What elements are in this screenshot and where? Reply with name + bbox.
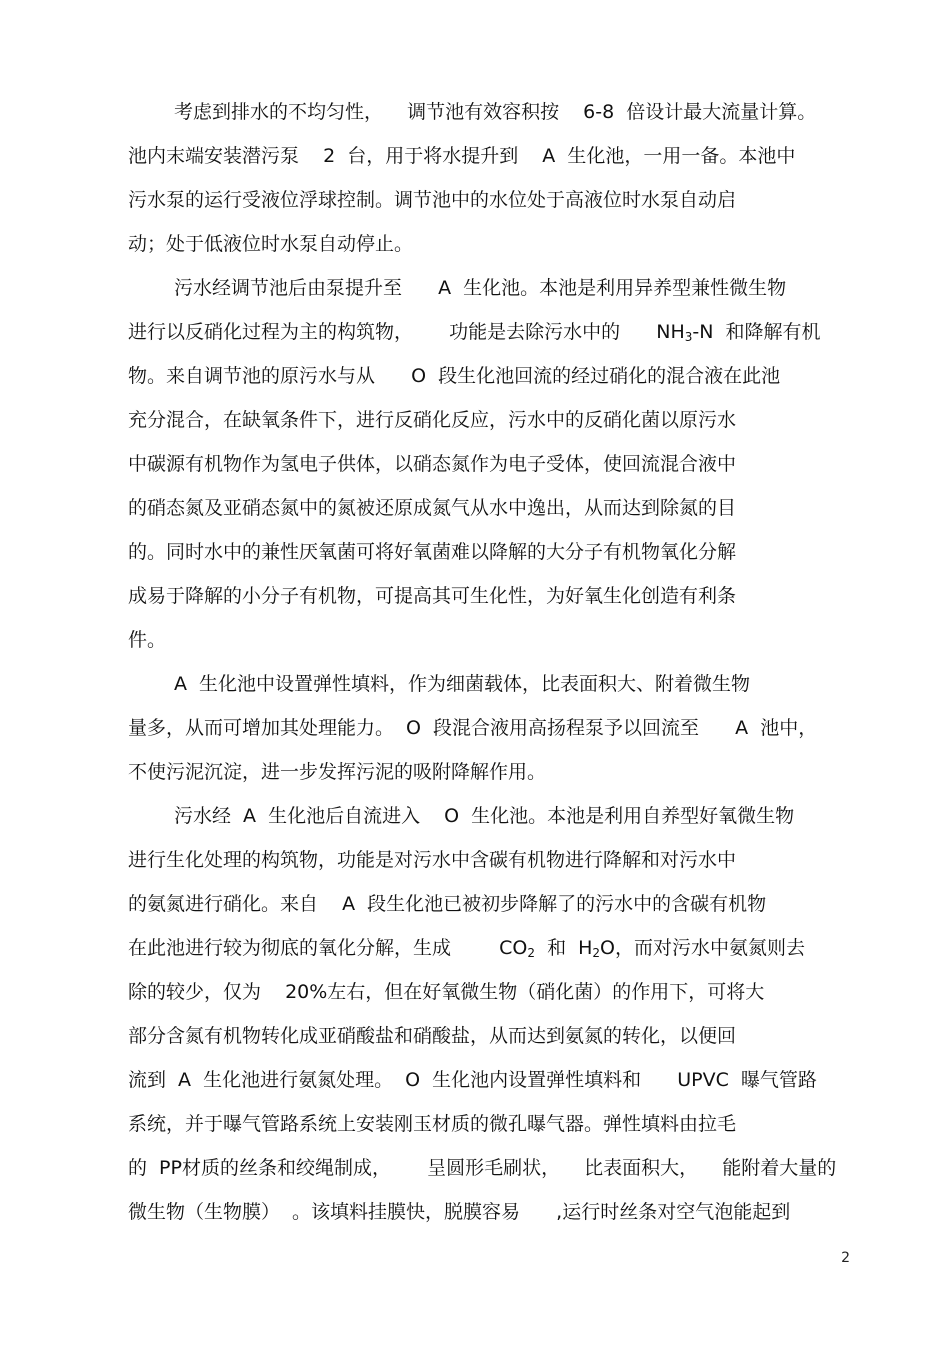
text-line: 考虑到排水的不均匀性， 调节池有效容积按 6-8 倍设计最大流量计算。 xyxy=(174,101,817,123)
page-number: 2 xyxy=(841,1250,850,1266)
text-line: A 生化池中设置弹性填料，作为细菌载体，比表面积大、附着微生物 xyxy=(174,673,751,695)
text-line: 污水泵的运行受液位浮球控制。调节池中的水位处于高液位时水泵自动启 xyxy=(128,189,737,211)
text-span: -N 和降解有机 xyxy=(692,321,821,343)
text-line: 进行生化处理的构筑物，功能是对污水中含碳有机物进行降解和对污水中 xyxy=(128,849,737,871)
text-line: 成易于降解的小分子有机物，可提高其可生化性，为好氧生化创造有利条 xyxy=(128,585,737,607)
text-line: 的硝态氮及亚硝态氮中的氮被还原成氮气从水中逸出，从而达到除氮的目 xyxy=(128,497,737,519)
text-line xyxy=(128,926,805,970)
text-line: 的 PP材质的丝条和绞绳制成， 呈圆形毛刷状， 比表面积大， 能附着大量的 xyxy=(128,1157,837,1179)
text-line: 流到 A 生化池进行氨氮处理。 O 生化池内设置弹性填料和 UPVC 曝气管路 xyxy=(128,1069,817,1091)
subscript: 2 xyxy=(527,946,536,960)
text-line xyxy=(128,310,821,354)
text-line: 污水经 A 生化池后自流进入 O 生化池。本池是利用自养型好氧微生物 xyxy=(174,805,795,827)
text-span: 在此池进行较为彻底的氧化分解，生成 CO xyxy=(128,937,528,959)
text-line: 充分混合，在缺氧条件下，进行反硝化反应，污水中的反硝化菌以原污水 xyxy=(128,409,737,431)
text-line: 件。 xyxy=(128,629,167,651)
text-line: 除的较少，仅为 20%左右，但在好氧微生物（硝化菌）的作用下，可将大 xyxy=(128,981,765,1003)
text-line: 物。来自调节池的原污水与从 O 段生化池回流的经过硝化的混合液在此池 xyxy=(128,365,781,387)
subscript: 3 xyxy=(684,330,693,344)
text-line: 的。同时水中的兼性厌氧菌可将好氧菌难以降解的大分子有机物氧化分解 xyxy=(128,541,737,563)
text-line: 部分含氮有机物转化成亚硝酸盐和硝酸盐，从而达到氨氮的转化，以便回 xyxy=(128,1025,737,1047)
text-line: 污水经调节池后由泵提升至 A 生化池。本池是利用异养型兼性微生物 xyxy=(174,277,787,299)
text-line: 的氨氮进行硝化。来自 A 段生化池已被初步降解了的污水中的含碳有机物 xyxy=(128,893,767,915)
text-line: 微生物（生物膜） 。该填料挂膜快，脱膜容易 ,运行时丝条对空气泡能起到 xyxy=(128,1201,791,1223)
text-line: 不使污泥沉淀，进一步发挥污泥的吸附降解作用。 xyxy=(128,761,547,783)
text-line: 中碳源有机物作为氢电子供体，以硝态氮作为电子受体，使回流混合液中 xyxy=(128,453,737,475)
text-span: 进行以反硝化过程为主的构筑物， 功能是去除污水中的 NH xyxy=(128,321,685,343)
text-line: 动；处于低液位时水泵自动停止。 xyxy=(128,233,414,255)
text-line: 量多，从而可增加其处理能力。 O 段混合液用高扬程泵予以回流至 A 池中， xyxy=(128,717,818,739)
text-line: 系统，并于曝气管路系统上安装刚玉材质的微孔曝气器。弹性填料由拉毛 xyxy=(128,1113,737,1135)
text-line: 池内末端安装潜污泵 2 台，用于将水提升到 A 生化池，一用一备。本池中 xyxy=(128,145,796,167)
text-span: 和 H xyxy=(535,937,593,959)
subscript: 2 xyxy=(592,946,601,960)
text-span: O，而对污水中氨氮则去 xyxy=(600,937,806,959)
